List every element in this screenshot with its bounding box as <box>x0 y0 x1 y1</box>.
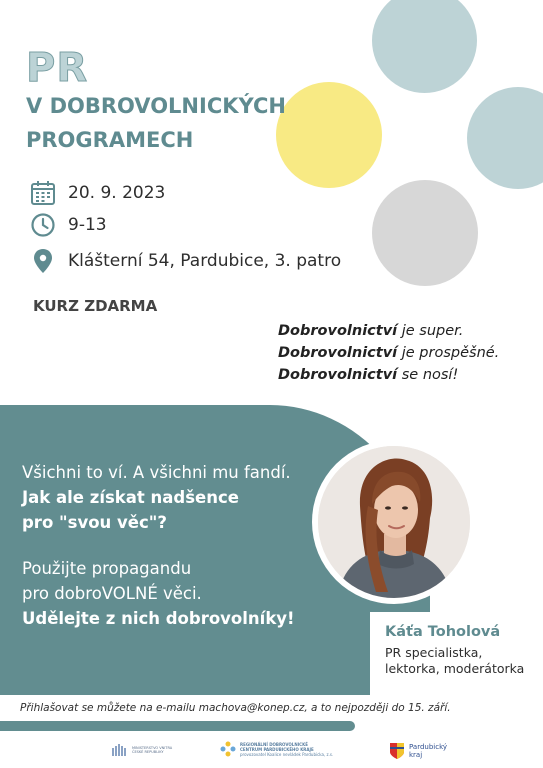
event-time: 9-13 <box>68 215 107 235</box>
slogan-line <box>278 364 499 386</box>
speaker-role-2: lektorka, moderátorka <box>385 661 525 676</box>
main-line-2: Jak ale získat nadšence <box>22 488 239 507</box>
kraj-logo <box>389 742 447 760</box>
event-date-row <box>30 180 165 206</box>
ministry-emblem-icon <box>112 744 128 756</box>
event-time-row <box>30 212 107 238</box>
calendar-icon <box>30 180 56 206</box>
main-message <box>22 460 295 631</box>
main-line-5: pro dobroVOLNÉ věci. <box>22 584 202 603</box>
rdc-emblem-icon <box>220 741 236 757</box>
slogan-rest: je super. <box>397 323 464 339</box>
main-line-1: Všichni to ví. A všichni mu fandí. <box>22 463 291 482</box>
main-line-3: pro "svou věc"? <box>22 513 167 532</box>
ministry-logo <box>112 744 172 756</box>
kraj-logo-line-1: Pardubický <box>409 743 448 751</box>
event-place-row <box>30 248 341 274</box>
footer-stripe <box>0 721 355 731</box>
registration-note: Přihlašovat se můžete na e-mailu machova@konep.cz, a to nejpozději do 15. září. <box>20 702 451 714</box>
rdc-logo-line-2: CENTRUM PARDUBICKÉHO KRAJE <box>240 746 314 752</box>
event-place: Klášterní 54, Pardubice, 3. patro <box>68 251 342 271</box>
slogan-line <box>278 320 499 342</box>
title-line-2: V DOBROVOLNICKÝCH <box>26 94 286 118</box>
decor-circle-top <box>372 0 477 93</box>
slogan-rest: se nosí! <box>397 367 459 383</box>
decor-circle-right <box>467 87 543 189</box>
slogan-bold: Dobrovolnictví <box>278 345 398 361</box>
slogan-bold: Dobrovolnictví <box>278 323 398 339</box>
ministry-logo-line-1: MINISTERSTVO VNITRA <box>132 746 173 750</box>
free-course-label: KURZ ZDARMA <box>33 297 158 315</box>
slogans <box>278 320 499 386</box>
rdc-logo <box>220 741 333 757</box>
title-line-3: PROGRAMECH <box>26 128 194 152</box>
main-line-4: Použijte propagandu <box>22 559 192 578</box>
speaker-role-1: PR specialistka, <box>385 645 483 660</box>
location-pin-icon <box>30 248 56 274</box>
kraj-logo-line-2: kraj <box>409 751 423 759</box>
ministry-logo-line-2: ČESKÉ REPUBLIKY <box>132 750 164 754</box>
speaker-photo <box>318 446 470 598</box>
slogan-line <box>278 342 499 364</box>
main-line-6: Udělejte z nich dobrovolníky! <box>22 609 295 628</box>
rdc-logo-line-1: REGIONÁLNÍ DOBROVOLNICKÉ <box>240 741 308 747</box>
slogan-rest: je prospěšné. <box>397 345 500 361</box>
slogan-bold: Dobrovolnictví <box>278 367 398 383</box>
clock-icon <box>30 212 56 238</box>
event-date: 20. 9. 2023 <box>68 183 166 203</box>
kraj-emblem-icon <box>389 742 405 760</box>
speaker-name: Káťa Toholová <box>385 624 501 640</box>
decor-circle-grey <box>372 180 478 286</box>
rdc-logo-line-3: provozovatel Koalice nevládek Pardubicka, z.s. <box>240 751 334 757</box>
title-pr: PR <box>26 45 89 91</box>
decor-circle-yellow <box>276 82 382 188</box>
